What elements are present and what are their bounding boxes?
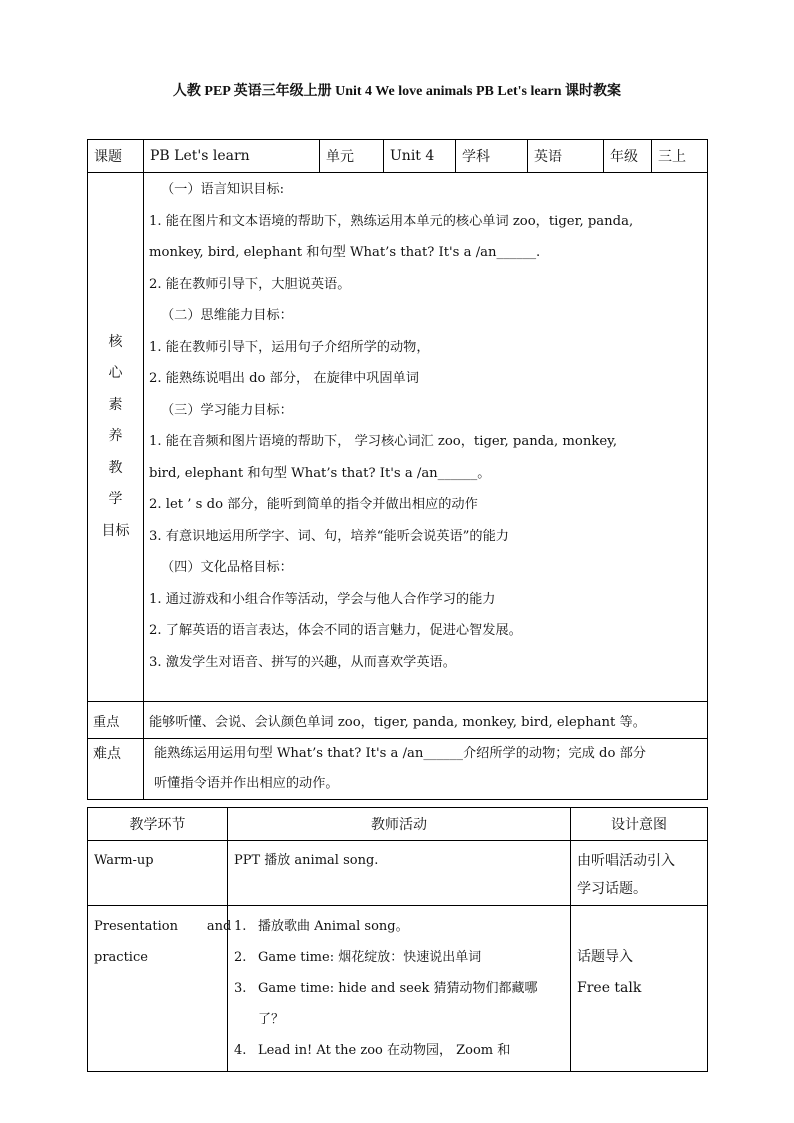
activity-item: 3. Game time: hide and seek 猜猜动物们都藏哪	[234, 981, 538, 996]
difficulties-row	[88, 739, 708, 800]
goal-line: 1. 能在图片和文本语境的帮助下，熟练运用本单元的核心单词 zoo，tiger, panda,	[149, 213, 634, 229]
difficulty-line: 能熟练运用运用句型 What’s that? It's a /an______介绍所学的动物；完成 do 部分	[154, 746, 646, 761]
goal-line: 1. 通过游戏和小组合作等活动，学会与他人合作学习的能力	[149, 591, 496, 607]
difficulties-content	[144, 739, 708, 800]
intent-cell: 话题导入 Free talk	[571, 906, 708, 1072]
stage-cell: Presentation and practice	[88, 906, 228, 1072]
presentation-row	[88, 906, 708, 1072]
goal-line: 3. 有意识地运用所学字、词、句，培养“能听会说英语”的能力	[149, 528, 509, 544]
activity-item: 4. Lead in! At the zoo 在动物园， Zoom 和	[234, 1043, 511, 1058]
key-points-text: 能够听懂、会说、会认颜色单词 zoo，tiger, panda, monkey, bird, elephant 等。	[144, 702, 708, 739]
goal-line: （四）文化品格目标：	[161, 560, 293, 575]
goal-line: 1. 能在音频和图片语境的帮助下， 学习核心词汇 zoo，tiger, panda, monkey,	[149, 434, 618, 449]
goal-line: 3. 激发学生对语音、拼写的兴趣，从而喜欢学英语。	[149, 654, 456, 670]
activity-item: 2. Game time: 烟花绽放：快速说出单词	[234, 950, 482, 965]
grade-label: 年级	[604, 140, 652, 173]
intent-header: 设计意图	[571, 808, 708, 841]
activity-item-continued: 了？	[258, 1012, 285, 1027]
goals-content	[144, 173, 708, 702]
intent-cell: 由听唱活动引入 学习话题。	[571, 841, 708, 906]
lesson-value: PB Let's learn	[144, 140, 320, 173]
activity-header: 教师活动	[228, 808, 571, 841]
goal-line: （三）学习能力目标：	[161, 402, 293, 418]
header-row	[88, 140, 708, 173]
goal-line: 2. let ’ s do 部分，能听到简单的指令并做出相应的动作	[149, 497, 478, 512]
warmup-row	[88, 841, 708, 906]
procedure-table	[87, 807, 708, 1072]
goal-line: 1. 能在教师引导下，运用句子介绍所学的动物，	[149, 339, 430, 355]
goal-line: 2. 能在教师引导下，大胆说英语。	[149, 276, 351, 292]
key-points-label: 重点	[88, 702, 144, 739]
goal-line: （一）语言知识目标:	[161, 182, 285, 197]
page-title: 人教 PEP 英语三年级上册 Unit 4 We love animals PB Let's learn 课时教案	[172, 84, 622, 99]
grade-value: 三上	[652, 140, 708, 173]
difficulties-label: 难点	[88, 739, 144, 800]
goals-row	[88, 173, 708, 702]
goal-line: （二）思维能力目标：	[161, 308, 293, 323]
goal-line: bird, elephant 和句型 What’s that? It's a /an______。	[149, 465, 491, 481]
stage-cell: Warm-up	[88, 841, 228, 906]
procedure-header-row	[88, 808, 708, 841]
goals-side-label: 核 心 素 养 教 学 目标	[88, 173, 144, 702]
difficulty-line: 听懂指令语并作出相应的动作。	[154, 776, 339, 791]
key-points-row	[88, 702, 708, 739]
lesson-plan-table	[87, 139, 708, 800]
subject-value: 英语	[528, 140, 604, 173]
unit-value: Unit 4	[384, 140, 456, 173]
stage-header: 教学环节	[88, 808, 228, 841]
activity-item: 1. 播放歌曲 Animal song。	[234, 919, 409, 934]
lesson-label: 课题	[88, 140, 144, 173]
activity-cell: PPT 播放 animal song.	[228, 841, 571, 906]
unit-label: 单元	[320, 140, 384, 173]
activity-cell	[228, 906, 571, 1072]
goal-line: monkey, bird, elephant 和句型 What’s that? It's a /an______.	[149, 245, 541, 260]
subject-label: 学科	[456, 140, 528, 173]
goal-line: 2. 能熟练说唱出 do 部分， 在旋律中巩固单词	[149, 371, 419, 386]
goal-line: 2. 了解英语的语言表达，体会不同的语言魅力，促进心智发展。	[149, 623, 522, 638]
